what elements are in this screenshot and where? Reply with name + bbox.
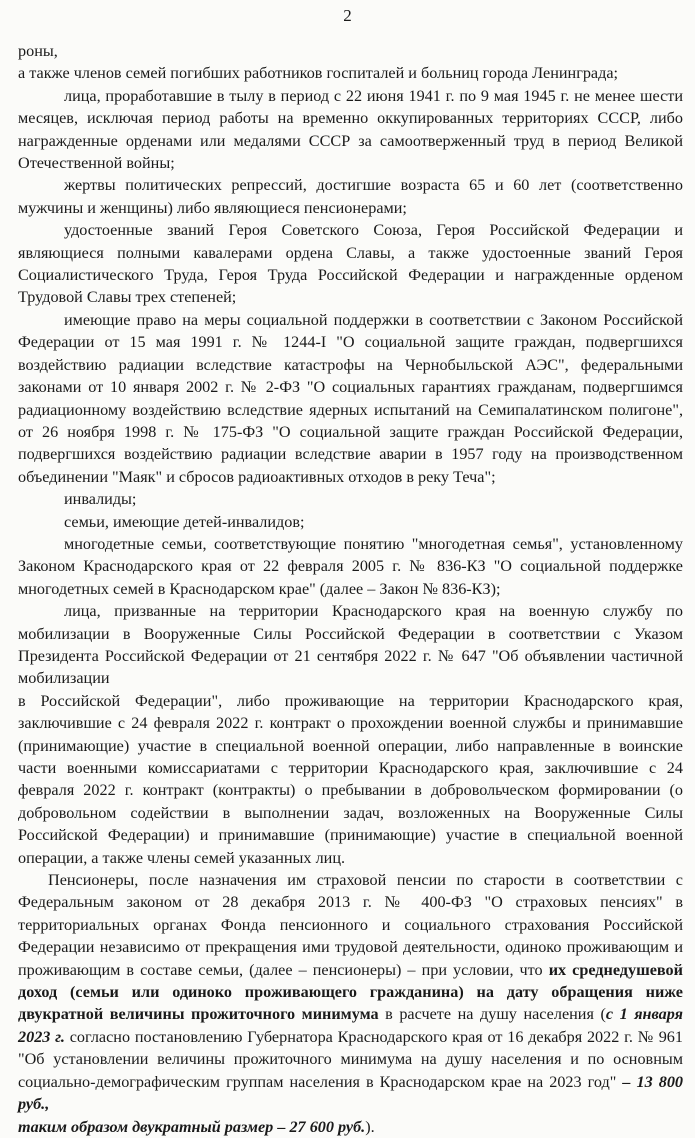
- page-number: 2: [343, 6, 352, 25]
- paragraph: семьи, имеющие детей-инвалидов;: [64, 512, 305, 531]
- effective-date: с 1 января 2023 г.: [18, 1005, 683, 1046]
- paragraph: имеющие право на меры социальной поддержки в соответствии с Законом Российской Федерации от 15 мая 1991 г. № 1244-I "О социальной защите граждан, подвергшихся воздействию радиации вследствие катастрофы на Чернобыльской АЭС", федеральными законами от 10 января 2002 г. № 2-ФЗ "О социальных гарантиях гражданам, подвергшимся радиационному воздействию вследствие ядерных испытаний на Семипалатинском полигоне", от 26 ноября 1998 г. № 175-ФЗ "О социальной защите граждан Российской Федерации, подвергшихся воздействию радиации вследствие аварии в 1957 году на производственном объединении "Маяк" и сбросов радиоактивных отходов в реку Теча";: [18, 310, 683, 486]
- pensioners-text: в расчете на душу населения (: [378, 1005, 606, 1024]
- income-condition: их среднедушевой доход (семьи или одиноко проживающего гражданина) на дату обращения ниже двукратной величины прожиточного минимума: [18, 960, 683, 1024]
- pensioners-text: согласно постановлению Губернатора Краснодарского края от 16 декабря 2022 г. № 961 "Об установлении величины прожиточного минимума на душу населения и по основным социально-демографическим группам населения в Краснодарском крае на 2023 год": [18, 1027, 683, 1091]
- paragraph: а также членов семей погибших работников госпиталей и больниц города Ленинграда;: [18, 64, 619, 83]
- paragraph: лица, проработавшие в тылу в период с 22 июня 1941 г. по 9 мая 1945 г. не менее шести месяцев, исключая период работы на временно оккупированных территориях СССР, либо награжденные орденами или медалями СССР за самоотверженный труд в период Великой Отечественной войны;: [18, 86, 683, 173]
- paragraph: многодетные семьи, соответствующие понятию "многодетная семья", установленному Законом Краснодарского края от 22 февраля 2005 г. № 836-КЗ "О социальной поддержке многодетных семей в Краснодарском крае" (далее – Закон № 836-КЗ);: [18, 534, 683, 598]
- paragraph: в Российской Федерации", либо проживающие на территории Краснодарского края, заключившие с 24 февраля 2022 г. контракт о прохождении военной службы и принимавшие (принимающие) участие в специальной военной операции, либо направленные в воинские части военными комиссариатами с территории Краснодарского края, заключившие с 24 февраля 2022 г. контракт (контракты) о пребывании в добровольческом формировании (о добровольном содействии в выполнении задач, возложенных на Вооруженные Силы Российской Федерации) и принимавшие (принимающие) участие в специальной военной операции, а также члены семей указанных лиц.: [18, 691, 683, 867]
- paragraph: инвалиды;: [64, 490, 137, 509]
- pensioners-text: Пенсионеры, после назначения им страховой пенсии по старости в соответствии с Федеральным законом от 28 декабря 2013 г. № 400-ФЗ "О страховых пенсиях" в территориальных органах Фонда пенсионного и социального страхования Российской Федерации независимо от прекращения ими трудовой деятельности, одиноко проживающим и проживающим в составе семьи, (далее – пенсионеры) – при условии, что: [18, 871, 683, 979]
- paragraph: удостоенные званий Героя Советского Союза, Героя Российской Федерации и являющиеся полными кавалерами ордена Славы, а также удостоенные званий Героя Социалистического Труда, Героя Труда Российской Федерации и награжденные орденом Трудовой Славы трех степеней;: [18, 221, 683, 307]
- pensioners-text-end: ).: [365, 1117, 375, 1136]
- double-amount: таким образом двукратный размер – 27 600 руб.: [18, 1117, 366, 1136]
- paragraph: лица, призванные на территории Краснодарского края на военную службу по мобилизации в Вооруженные Силы Российской Федерации в соответствии с Указом Президента Российской Федерации от 21 сентября 2022 г. № 647 "Об объявлении частичной мобилизации: [18, 602, 683, 688]
- subsistence-minimum-amount: – 13 800 руб.,: [18, 1072, 683, 1114]
- paragraph: роны,: [18, 42, 58, 60]
- paragraph: жертвы политических репрессий, достигшие возраста 65 и 60 лет (соответственно мужчины и женщины) либо являющиеся пенсионерами;: [18, 176, 683, 217]
- document-body: [18, 40, 683, 1138]
- pensioners-paragraph: [18, 869, 683, 1138]
